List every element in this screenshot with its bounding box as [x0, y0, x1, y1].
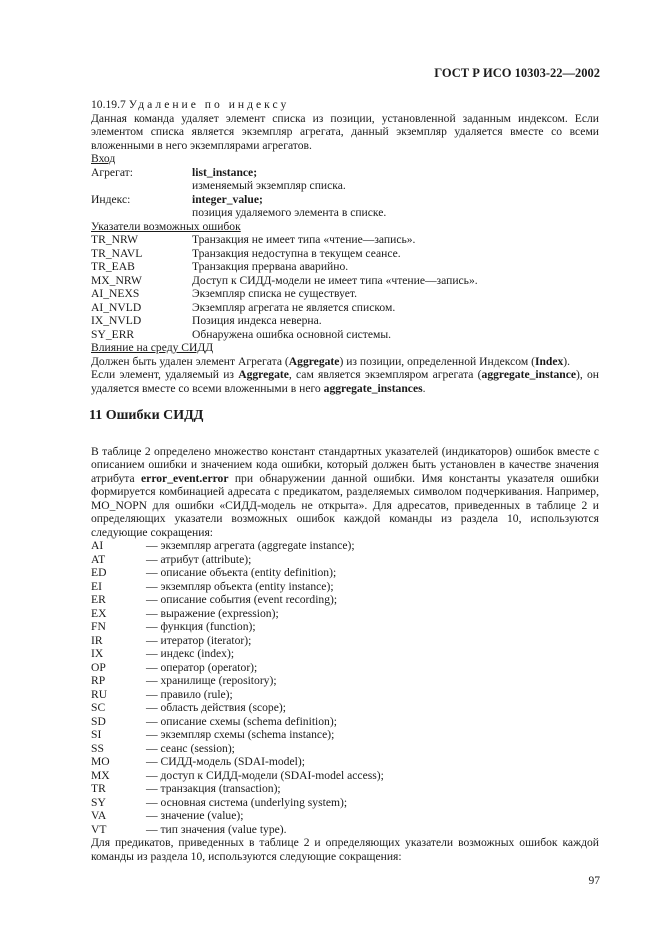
effect-text: Если элемент, удаляемый из	[91, 368, 239, 381]
abbreviation-code: RU	[91, 687, 108, 701]
abbreviation-row	[91, 607, 599, 621]
input-list	[91, 166, 599, 220]
error-row	[91, 328, 599, 342]
error-code: TR_NAVL	[91, 246, 143, 260]
abbreviation-text: — экземпляр схемы (schema instance);	[146, 728, 335, 741]
error-row	[91, 314, 599, 328]
abbreviation-row	[91, 566, 599, 580]
abbreviation-list	[91, 539, 599, 836]
abbreviation-text: — экземпляр агрегата (aggregate instance);	[146, 539, 355, 552]
error-row	[91, 301, 599, 315]
abbreviation-text: — хранилище (repository);	[146, 674, 277, 687]
effect-heading: Влияние на среду СИДД	[91, 341, 214, 354]
closing-paragraph: Для предикатов, приведенных в таблице 2 и определяющих указатели возможных ошибок каждой команды из раздела 10, используются следующие сокращения:	[91, 836, 599, 863]
abbreviation-code: SY	[91, 795, 106, 809]
abbreviation-text: — СИДД-модель (SDAI-model);	[146, 755, 305, 768]
abbreviation-text: — доступ к СИДД-модели (SDAI-model access);	[146, 768, 384, 782]
abbreviation-code: SS	[91, 741, 104, 755]
abbreviation-text: — правило (rule);	[146, 687, 233, 701]
error-code: IX_NVLD	[91, 314, 142, 327]
page-body	[91, 98, 599, 863]
error-row	[91, 274, 599, 288]
section-heading	[91, 98, 599, 112]
error-row	[91, 260, 599, 274]
chapter-title: 11 Ошибки СИДД	[89, 408, 204, 423]
error-code: AI_NVLD	[91, 300, 142, 314]
input-label: Агрегат:	[91, 165, 133, 179]
abbreviation-row	[91, 769, 599, 783]
abbreviation-text: — выражение (expression);	[146, 606, 279, 620]
effect-term: aggregate_instances	[323, 381, 423, 395]
error-row	[91, 287, 599, 301]
abbreviation-row	[91, 755, 599, 769]
input-type: list_instance;	[192, 165, 258, 179]
abbreviation-row	[91, 661, 599, 675]
abbreviation-row	[91, 742, 599, 756]
abbreviation-code: RP	[91, 674, 106, 687]
abbreviation-row	[91, 553, 599, 567]
abbreviation-code: EX	[91, 606, 107, 620]
abbreviation-text: — область действия (scope);	[146, 701, 286, 714]
abbreviation-text: — описание события (event recording);	[146, 593, 338, 606]
input-desc: изменяемый экземпляр списка.	[192, 179, 346, 192]
abbreviation-text: — транзакция (transaction);	[146, 782, 281, 795]
effect-text: .	[422, 381, 426, 395]
abbreviation-code: IR	[91, 633, 103, 647]
effect-term: Aggregate	[238, 368, 289, 381]
chapter-text: при обнаружении данной ошибки. Имя константы указателя ошибки формируется комбинацией адресата с предикатом, разделяемых символом подчеркивания. Например, MO_NOPN для ошибки «СИДД-модель не открыта». Для адресатов, приведенных в таблице 2 и определяющих указатели возможных ошибок каждой команды из раздела 10, используются следующие сокращения:	[91, 471, 599, 539]
abbreviation-row	[91, 715, 599, 729]
abbreviation-text: — атрибут (attribute);	[146, 552, 252, 566]
error-text: Экземпляр агрегата не является списком.	[192, 300, 396, 314]
error-text: Позиция индекса неверна.	[192, 314, 322, 327]
error-code: SY_ERR	[91, 327, 135, 341]
abbreviation-code: OP	[91, 660, 106, 674]
abbreviation-row	[91, 593, 599, 607]
abbreviation-code: ED	[91, 566, 107, 579]
error-text: Транзакция прервана аварийно.	[192, 260, 349, 273]
abbreviation-text: — значение (value);	[146, 809, 244, 822]
input-row	[91, 166, 599, 180]
abbreviation-code: MO	[91, 755, 110, 768]
abbreviation-row	[91, 701, 599, 715]
input-desc: позиция удаляемого элемента в списке.	[192, 206, 387, 219]
effect-text: Должен быть удален элемент Агрегата (	[91, 354, 289, 368]
abbreviation-code: ER	[91, 593, 106, 606]
input-row	[91, 193, 599, 207]
effect-term: Aggregate	[288, 354, 340, 368]
effect-text: ).	[563, 354, 571, 368]
abbreviation-code: SC	[91, 701, 106, 714]
chapter-text: В таблице 2 определено множество констант стандартных указателей (индикаторов) ошибок вместе с описанием ошибки и значением кода ошибки, который должен быть установлен в качестве значения атрибута	[91, 444, 599, 485]
abbreviation-row	[91, 674, 599, 688]
abbreviation-text: — функция (function);	[146, 620, 256, 633]
intro-paragraph	[91, 112, 599, 153]
abbreviation-code: TR	[91, 782, 106, 795]
abbreviation-code: VA	[91, 809, 107, 822]
error-list	[91, 233, 599, 341]
abbreviation-code: MX	[91, 768, 110, 782]
abbreviation-row	[91, 823, 599, 837]
abbreviation-text: — описание объекта (entity definition);	[146, 566, 337, 579]
error-code: AI_NEXS	[91, 287, 140, 300]
abbreviation-text: — итератор (iterator);	[146, 633, 252, 647]
abbreviation-text: — экземпляр объекта (entity instance);	[146, 579, 334, 593]
error-text: Транзакция недоступна в текущем сеансе.	[192, 246, 401, 260]
abbreviation-text: — индекс (index);	[146, 647, 235, 660]
chapter-term: error_event.error	[141, 471, 229, 485]
error-row	[91, 233, 599, 247]
error-row	[91, 247, 599, 261]
input-desc-row	[91, 206, 599, 220]
error-code: TR_NRW	[91, 233, 139, 246]
error-text: Доступ к СИДД-модели не имеет типа «чтение—запись».	[192, 273, 478, 287]
abbreviation-row	[91, 620, 599, 634]
input-label: Индекс:	[91, 192, 131, 206]
error-text: Экземпляр списка не существует.	[192, 287, 357, 300]
abbreviation-row	[91, 580, 599, 594]
abbreviation-code: AI	[91, 539, 104, 552]
effect-paragraph-1	[91, 355, 599, 369]
abbreviation-row	[91, 728, 599, 742]
abbreviation-row	[91, 782, 599, 796]
abbreviation-code: IX	[91, 647, 104, 660]
effect-paragraph-2	[91, 368, 599, 395]
intro-text: Данная команда удаляет элемент списка из позиции, установленной заданным индексом. Если элементом списка является экземпляр агрегата, данный экземпляр удаляется вместе со всеми вложенными в него экземплярами агрегатов.	[91, 111, 599, 152]
abbreviation-text: — сеанс (session);	[146, 741, 235, 755]
abbreviation-row	[91, 796, 599, 810]
section-title: Удаление по индексу	[128, 98, 290, 111]
abbreviation-text: — оператор (operator);	[146, 660, 258, 674]
error-code: MX_NRW	[91, 273, 142, 287]
abbreviation-row	[91, 634, 599, 648]
page-number: 97	[588, 875, 600, 887]
abbreviation-code: EI	[91, 579, 102, 593]
abbreviation-code: AT	[91, 552, 106, 566]
input-heading: Вход	[91, 152, 116, 165]
abbreviation-code: SD	[91, 714, 106, 728]
effect-term: aggregate_instance	[481, 368, 576, 381]
standard-header: ГОСТ Р ИСО 10303-22—2002	[434, 66, 600, 80]
input-type: integer_value;	[192, 192, 263, 206]
abbreviation-row	[91, 539, 599, 553]
abbreviation-code: FN	[91, 620, 106, 633]
abbreviation-text: — описание схемы (schema definition);	[146, 714, 337, 728]
section-number: 10.19.7	[91, 98, 126, 111]
effect-text: ), он удаляется вместе со всеми вложенными в него	[91, 368, 599, 395]
abbreviation-code: VT	[91, 822, 107, 836]
error-text: Обнаружена ошибка основной системы.	[192, 327, 392, 341]
abbreviation-row	[91, 647, 599, 661]
abbreviation-text: — тип значения (value type).	[146, 822, 287, 836]
abbreviation-text: — основная система (underlying system);	[146, 795, 348, 809]
input-desc-row	[91, 179, 599, 193]
effect-text: ) из позиции, определенной Индексом (	[339, 354, 535, 368]
abbreviation-row	[91, 688, 599, 702]
abbreviation-code: SI	[91, 728, 102, 741]
chapter-paragraph	[91, 445, 599, 540]
effect-term: Index	[534, 354, 564, 368]
effect-text: , сам является экземпляром агрегата (	[288, 368, 482, 381]
error-code: TR_EAB	[91, 260, 135, 273]
abbreviation-row	[91, 809, 599, 823]
error-text: Транзакция не имеет типа «чтение—запись».	[192, 233, 416, 246]
errors-heading: Указатели возможных ошибок	[91, 219, 241, 233]
